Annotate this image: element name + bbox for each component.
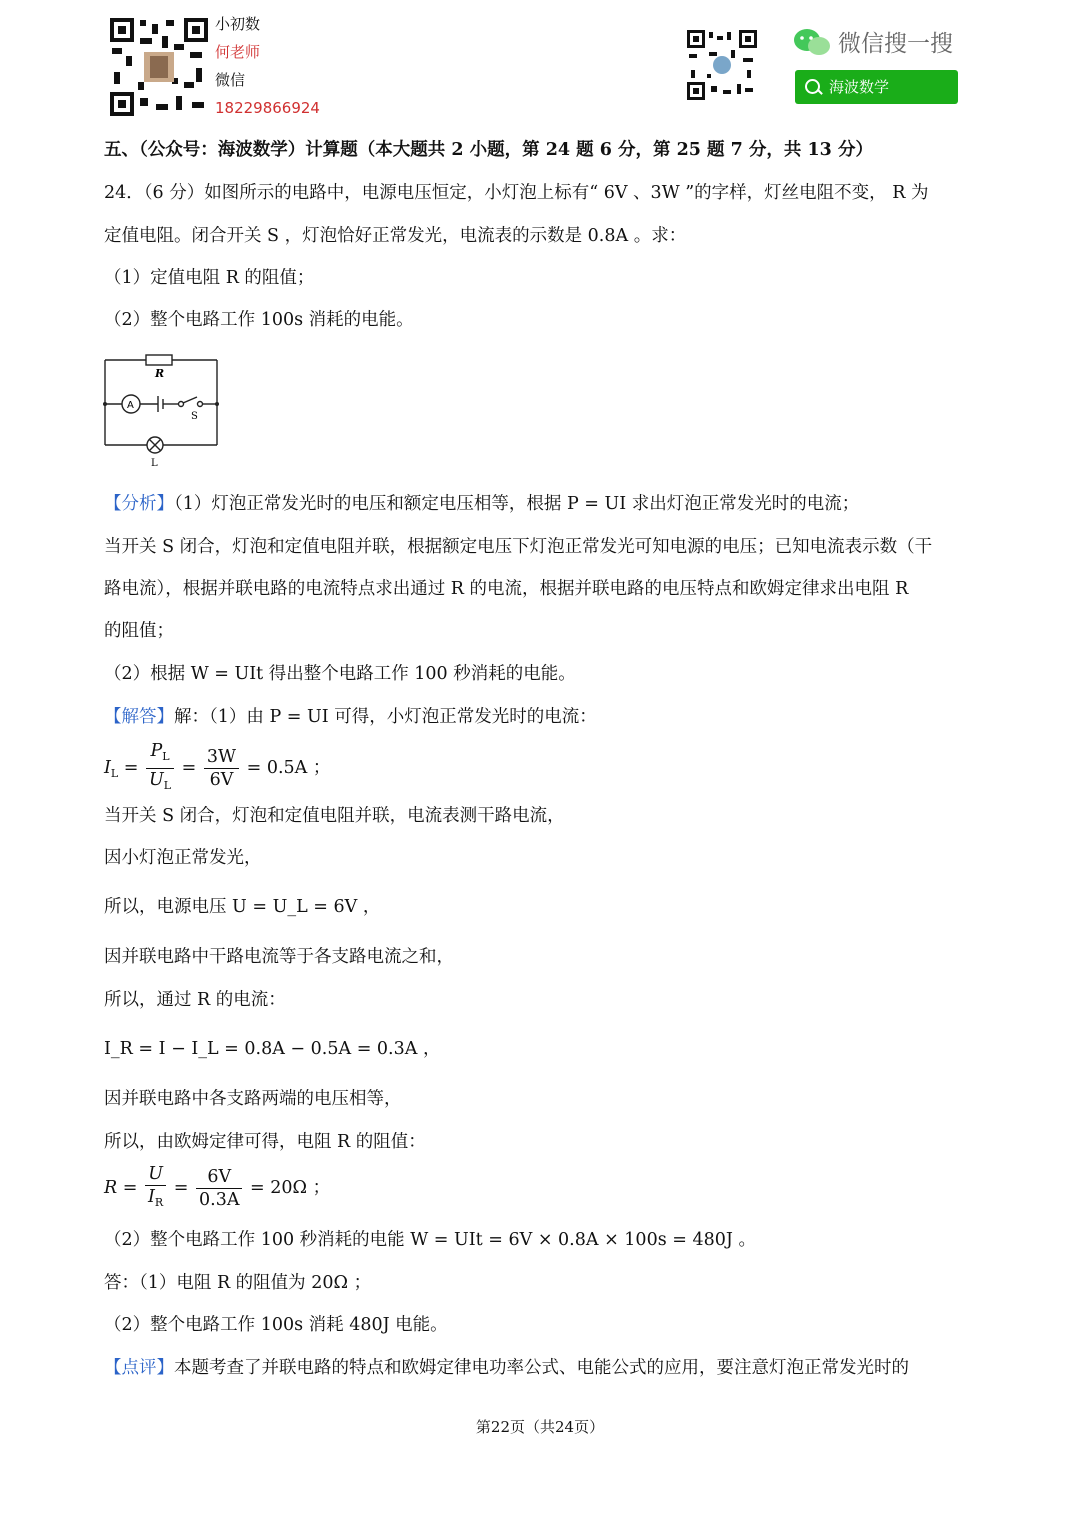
eq3-den1: I <box>147 1187 155 1207</box>
eq1-lhs: I <box>104 758 111 778</box>
eq1-result: = 0.5A ； <box>246 758 331 778</box>
eq3-num1: U <box>148 1164 163 1184</box>
analysis-line-2: 当开关 S 闭合，灯泡和定值电阻并联，根据额定电压下灯泡正常发光可知电源的电压；已知电流表示数（干 <box>104 537 933 557</box>
question-line-2: 定值电阻。闭合开关 S ，灯泡恰好正常发光，电流表的示数是 0.8A 。求： <box>104 226 687 246</box>
solution-line-2: 当开关 S 闭合，灯泡和定值电阻并联，电流表测干路电流， <box>104 806 565 826</box>
question-line-1: 24．（6 分）如图所示的电路中，电源电压恒定，小灯泡上标有“ 6V 、3W ”的字样，灯丝电阻不变， R 为 <box>104 183 929 203</box>
eq1-num1-sub: L <box>162 750 170 763</box>
section-title: 五、（公众号：海波数学）计算题（本大题共 2 小题，第 24 题 6 分，第 25 题 7 分，共 13 分） <box>104 140 873 160</box>
eq1-den1-sub: L <box>163 779 172 792</box>
circuit-svg <box>100 350 225 475</box>
contact-line-1: 小初数 <box>215 15 261 33</box>
answer-1: 答：（1）电阻 R 的阻值为 20Ω ； <box>104 1273 372 1293</box>
eq1-frac-2 <box>204 746 239 791</box>
analysis-text-1: （1）灯泡正常发光时的电压和额定电压相等，根据 P = UI 求出灯泡正常发光时的电流； <box>174 494 860 514</box>
question-part-2: （2）整个电路工作 100s 消耗的电能。 <box>104 310 414 330</box>
page-footer: 第22页（共24页） <box>475 1418 605 1436</box>
analysis-line-3: 路电流），根据并联电路的电流特点求出通过 R 的电流，根据并联电路的电压特点和欧姆定律求出电阻 R <box>104 579 909 599</box>
eq1-lhs-sub: L <box>110 767 119 780</box>
contact-line-2: 何老师 <box>215 43 261 61</box>
solution-line-8: 所以，由欧姆定律可得，电阻 R 的阻值： <box>104 1132 426 1152</box>
eq3-frac-1 <box>145 1163 166 1214</box>
solution-line-4: 所以，电源电压 U = U_L = 6V ， <box>104 897 381 917</box>
wechat-icon <box>793 27 831 59</box>
eq1-frac-1 <box>146 740 174 797</box>
solution-line-9: （2）整个电路工作 100 秒消耗的电能 W = UIt = 6V × 0.8A × 100s = 480J 。 <box>104 1230 756 1250</box>
solution-line-6: 所以，通过 R 的电流： <box>104 990 286 1010</box>
solution-line-3: 因小灯泡正常发光， <box>104 848 262 868</box>
comment-line-1 <box>104 1356 909 1380</box>
eq3-result: = 20Ω ； <box>250 1178 331 1198</box>
equation-1: $I_L$ = $\frac{P_L}{U_L}$ = $\frac{3W}{6V}$ = 0.5A ； <box>104 740 330 798</box>
contact-phone: 18229866924 <box>215 99 320 117</box>
wechat-title: 微信搜一搜 <box>838 31 953 57</box>
circuit-diagram <box>100 350 225 475</box>
label-R: R <box>155 367 165 380</box>
solution-line-7: 因并联电路中各支路两端的电压相等， <box>104 1089 402 1109</box>
eq3-lhs: R = <box>104 1178 138 1198</box>
label-S: S <box>191 411 198 422</box>
analysis-tag: 【分析】 <box>104 494 174 514</box>
eq3-num2: 6V <box>196 1166 242 1189</box>
search-icon-handle <box>817 89 823 95</box>
contact-block <box>215 10 335 122</box>
search-label: 海波数学 <box>829 78 890 96</box>
eq1-num2: 3W <box>204 746 239 769</box>
eq1-den1: U <box>149 770 164 790</box>
equation-3: R = $\frac{U}{I_R}$ = $\frac{6V}{0.3A}$ = 20Ω ； <box>104 1163 330 1214</box>
answer-2: （2）整个电路工作 100s 消耗 480J 电能。 <box>104 1315 448 1335</box>
solution-tag: 【解答】 <box>104 707 174 727</box>
label-L: L <box>151 458 158 469</box>
label-A: A <box>127 400 134 411</box>
eq3-frac-2 <box>196 1166 242 1211</box>
analysis-line-1 <box>104 492 859 516</box>
question-part-1: （1）定值电阻 R 的阻值； <box>104 268 315 288</box>
qr-code-right <box>687 30 757 100</box>
eq3-den2: 0.3A <box>199 1190 240 1210</box>
solution-line-5: 因并联电路中干路电流等于各支路电流之和， <box>104 947 454 967</box>
eq3-den1-sub: R <box>154 1196 164 1209</box>
eq1-num1: P <box>150 741 163 761</box>
search-button[interactable] <box>795 70 958 104</box>
analysis-line-4: 的阻值； <box>104 621 174 641</box>
comment-text-1: 本题考查了并联电路的特点和欧姆定律电功率公式、电能公式的应用，要注意灯泡正常发光时的 <box>174 1358 909 1378</box>
qr-code-left <box>110 18 208 116</box>
solution-line-1 <box>104 705 597 729</box>
equation-2: I_R = I − I_L = 0.8A − 0.5A = 0.3A ， <box>104 1039 441 1059</box>
contact-line-3: 微信 <box>215 71 246 89</box>
solution-text-1: 解：（1）由 P = UI 可得，小灯泡正常发光时的电流： <box>174 707 597 727</box>
eq1-den2: 6V <box>209 770 234 790</box>
comment-tag: 【点评】 <box>104 1358 174 1378</box>
analysis-line-5: （2）根据 W = UIt 得出整个电路工作 100 秒消耗的电能。 <box>104 664 576 684</box>
